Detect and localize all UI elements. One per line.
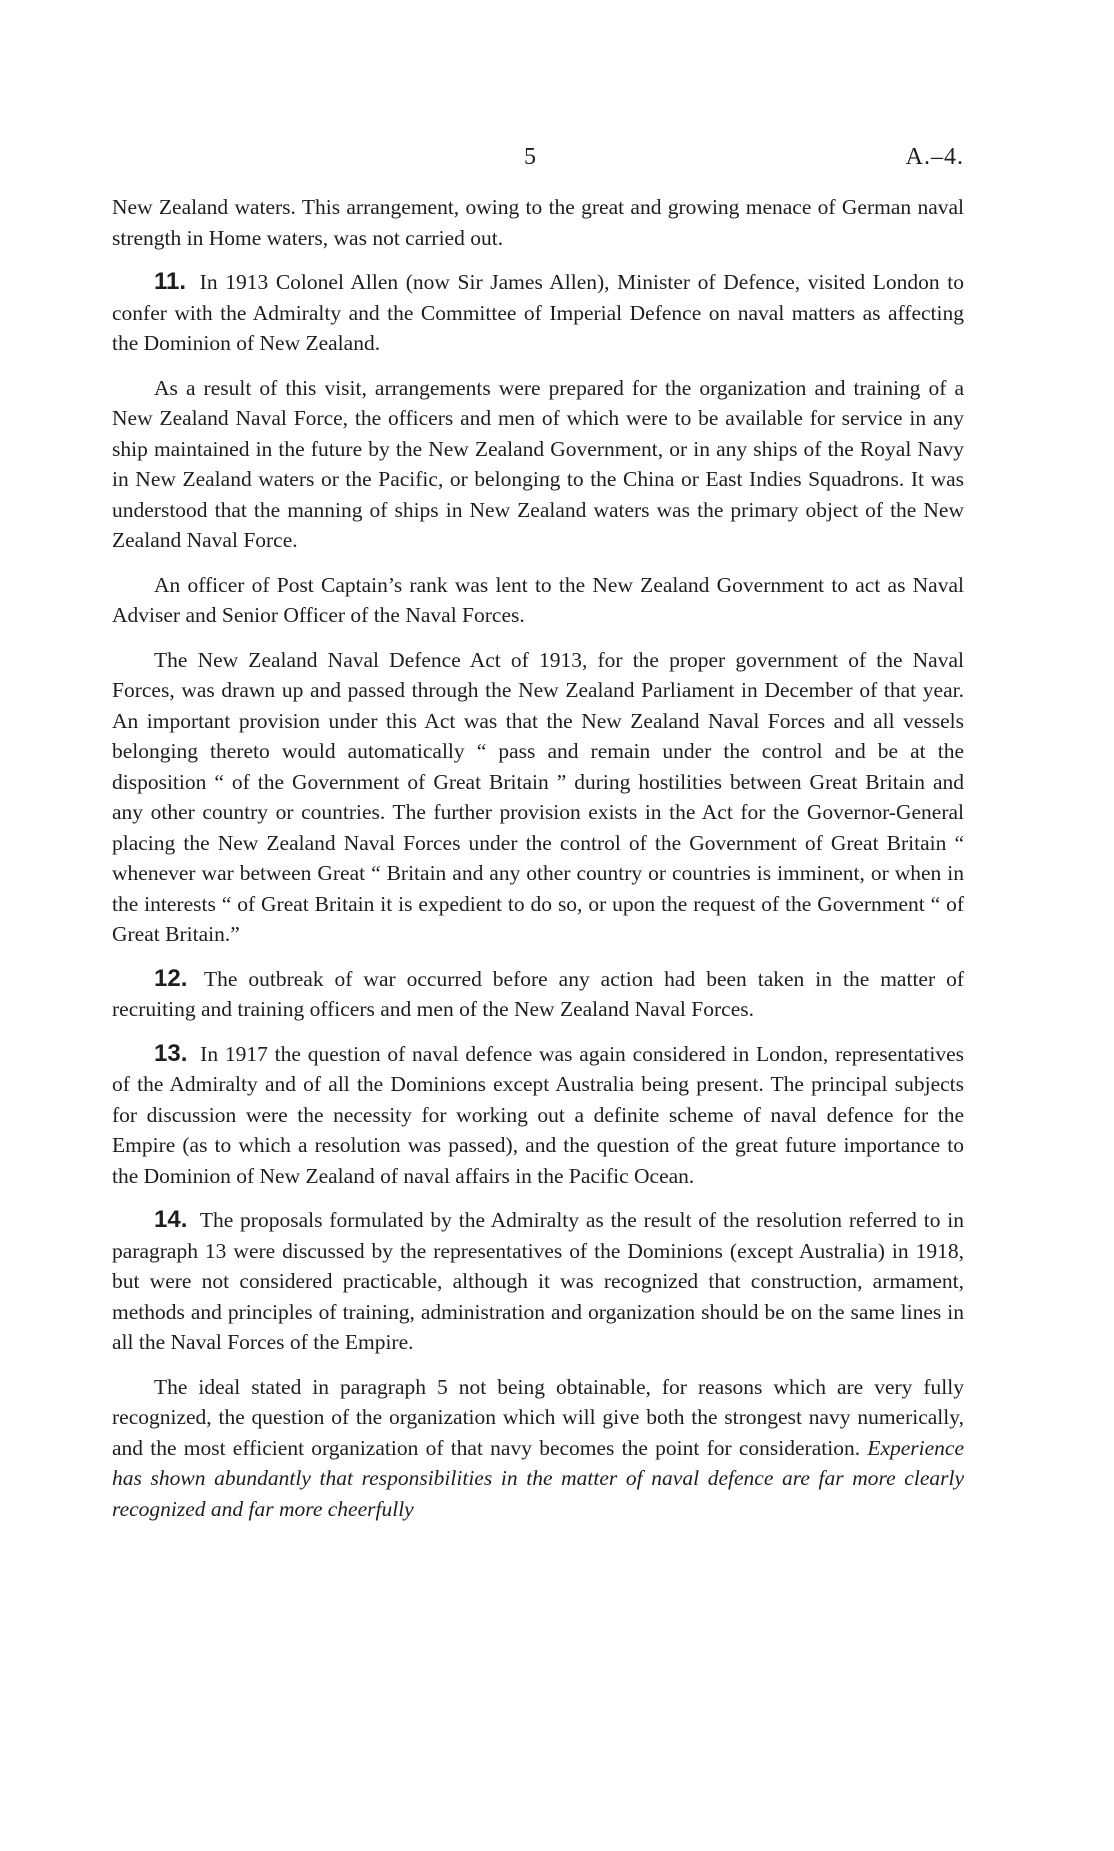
italic-emphasis-text: Experience has shown abundantly that responsibilities in the matter of naval defence are far more clearly recognized and far more cheerfully bbox=[112, 1435, 964, 1521]
paragraph-11-officer bbox=[112, 570, 964, 631]
paper-reference: A.–4. bbox=[905, 144, 964, 170]
paragraph-11-act bbox=[112, 645, 964, 950]
paragraph-text: An officer of Post Captain’s rank was lent to the New Zealand Government to act as Naval Adviser and Senior Officer of the Naval Forces. bbox=[112, 572, 964, 627]
paragraph-text: The New Zealand Naval Defence Act of 1913, for the proper government of the Naval Forces, was drawn up and passed through the New Zealand Parliament in December of that year. An important provision under this Act was that the New Zealand Naval Forces and all vessels belonging thereto would automatically “ pass and remain under the control and be at the disposition “ of the Government of Great Britain ” during hostilities between Great Britain and any other country or countries. The further provision exists in the Act for the Governor-General placing the New Zealand Naval Forces under the control of the Government of Great Britain “ whenever war between Great “ Britain and any other country or countries is imminent, or when in the interests “ of Great Britain it is expedient to do so, or upon the request of the Government “ of Great Britain.” bbox=[112, 647, 964, 946]
paragraph-13 bbox=[112, 1039, 964, 1192]
body-text bbox=[112, 192, 964, 1538]
paragraph-text: In 1913 Colonel Allen (now Sir James Allen), Minister of Defence, visited London to confer with the Admiralty and the Committee of Imperial Defence on naval matters as affecting the Dominion of New Zealand. bbox=[112, 270, 964, 355]
paragraph-text: New Zealand waters. This arrangement, owing to the great and growing menace of German naval strength in Home waters, was not carried out. bbox=[112, 195, 964, 250]
paragraph-number: 14. bbox=[154, 1206, 188, 1233]
paragraph-11 bbox=[112, 267, 964, 359]
paragraph-number: 12. bbox=[154, 964, 188, 992]
paragraph-number: 11. bbox=[154, 268, 187, 295]
paragraph-11-arrangements bbox=[112, 373, 964, 556]
paragraph-number: 13. bbox=[154, 1039, 188, 1067]
paragraph-continued bbox=[112, 192, 964, 253]
paragraph-text: As a result of this visit, arrangements were prepared for the organization and training of a New Zealand Naval Force, the officers and men of which were to be available for service in any ship maintained in the future by the New Zealand Government, or in any ships of the Royal Navy in New Zealand waters or the Pacific, or belonging to the China or East Indies Squadrons. It was understood that the manning of ships in New Zealand waters was the primary object of the New Zealand Naval Force. bbox=[112, 375, 964, 552]
page-header bbox=[112, 144, 964, 174]
page-number: 5 bbox=[524, 144, 536, 170]
paragraph-12 bbox=[112, 964, 964, 1025]
paragraph-14 bbox=[112, 1205, 964, 1358]
paragraph-text: The proposals formulated by the Admiralty as the result of the resolution referred to in paragraph 13 were discussed by the representatives of the Dominions (except Australia) in 1918, but were not considered practicable, although it was recognized that construction, armament, methods and principles of training, administration and organization should be on the same lines in all the Naval Forces of the Empire. bbox=[112, 1208, 964, 1354]
paragraph-text: In 1917 the question of naval defence was again considered in London, representatives of the Admiralty and of all the Dominions except Australia being present. The principal subjects for discussion were the necessity for working out a definite scheme of naval defence for the Empire (as to which a resolution was passed), and the question of the great future importance to the Dominion of New Zealand of naval affairs in the Pacific Ocean. bbox=[112, 1041, 965, 1188]
paragraph-text: The ideal stated in paragraph 5 not being obtainable, for reasons which are very fully recognized, the question of the organization which will give both the strongest navy numerically, and the most efficient organization of that navy becomes the point for consideration. bbox=[112, 1374, 964, 1460]
paragraph-14-ideal bbox=[112, 1372, 964, 1525]
paragraph-text: The outbreak of war occurred before any action had been taken in the matter of recruiting and training officers and men of the New Zealand Naval Forces. bbox=[112, 966, 964, 1021]
